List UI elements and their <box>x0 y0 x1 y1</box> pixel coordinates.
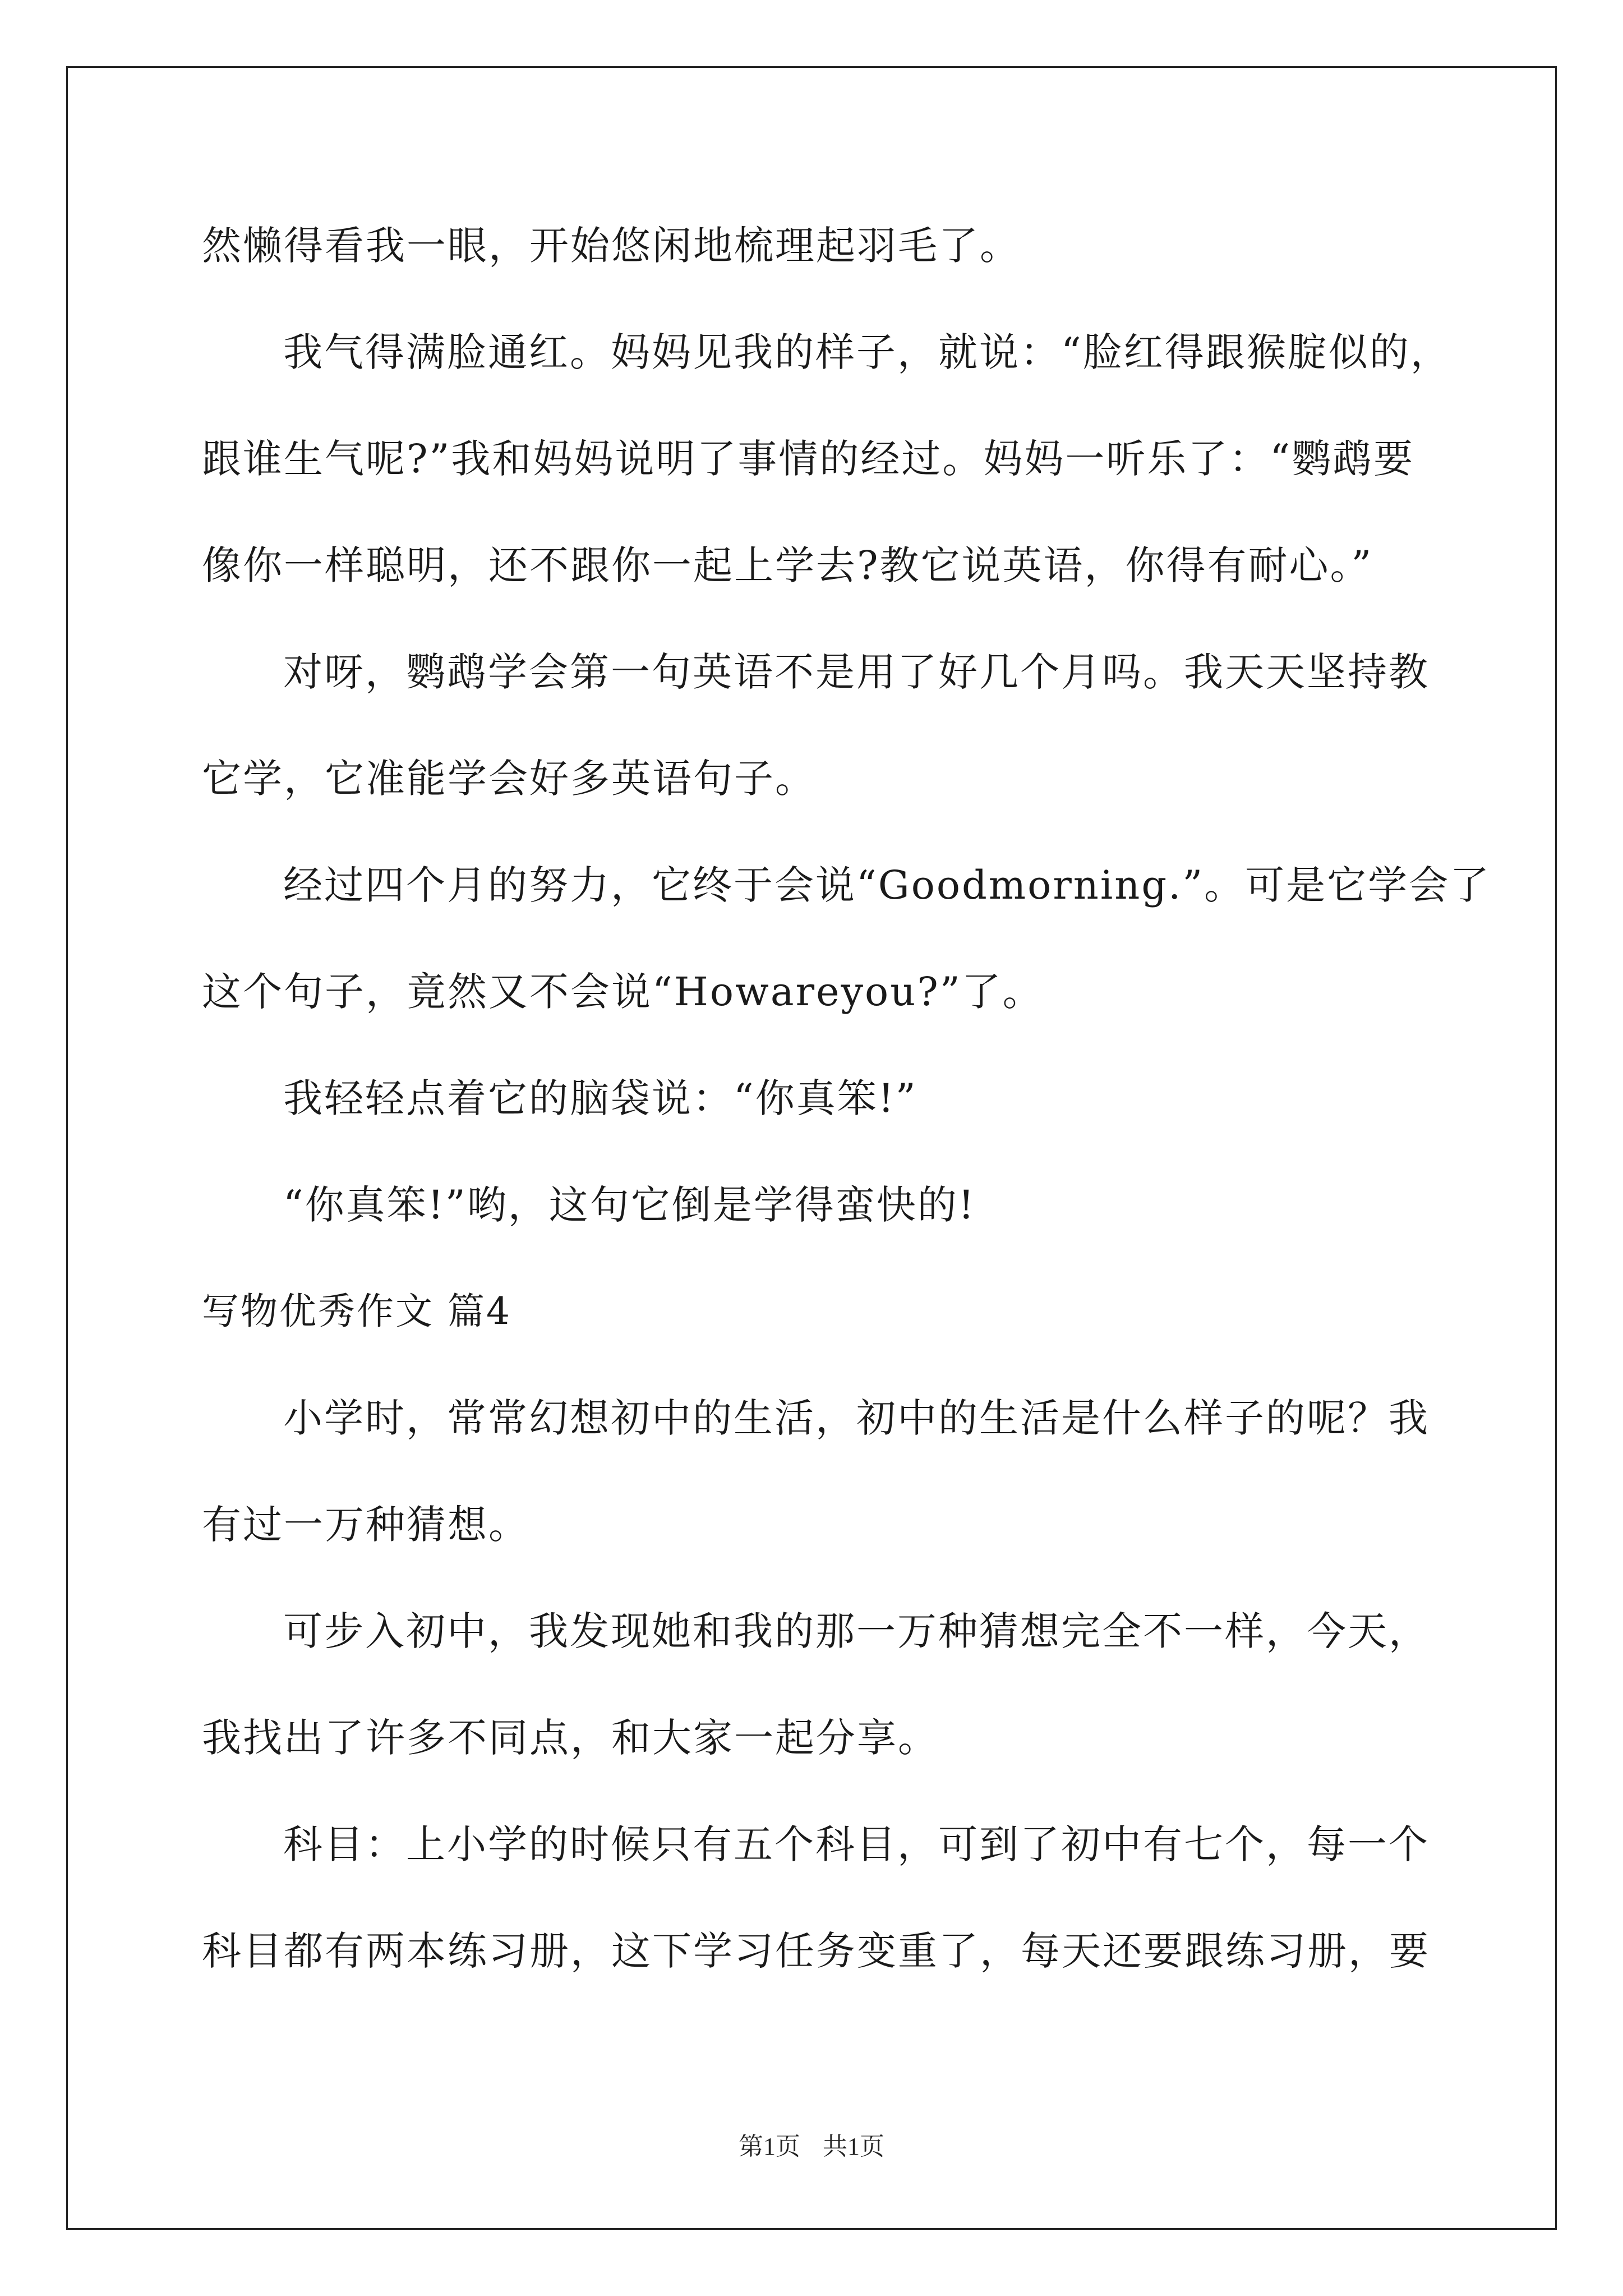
text-line: 跟谁生气呢?”我和妈妈说明了事情的经过。妈妈一听乐了：“鹦鹉要 <box>202 436 1415 482</box>
text-line: 科目：上小学的时候只有五个科目，可到了初中有七个，每一个 <box>283 1821 1430 1867</box>
section-heading: 写物优秀作文 篇4 <box>202 1290 511 1333</box>
text-line: 科目都有两本练习册，这下学习任务变重了，每天还要跟练习册，要 <box>202 1928 1430 1974</box>
page-number: 第1页 <box>739 2133 800 2160</box>
text-line: 经过四个月的努力，它终于会说“Goodmorning.”。可是它学会了 <box>283 862 1491 908</box>
text-line: 小学时，常常幻想初中的生活，初中的生活是什么样子的呢？我 <box>283 1395 1430 1441</box>
text-line: 像你一样聪明，还不跟你一起上学去?教它说英语，你得有耐心。” <box>202 542 1373 588</box>
text-line: 对呀，鹦鹉学会第一句英语不是用了好几个月吗。我天天坚持教 <box>283 649 1430 695</box>
text-line: 我气得满脸通红。妈妈见我的样子，就说：“脸红得跟猴腚似的， <box>283 329 1451 375</box>
text-line: 有过一万种猜想。 <box>202 1502 529 1548</box>
text-line: 我轻轻点着它的脑袋说：“你真笨!” <box>283 1075 917 1121</box>
text-line: 这个句子，竟然又不会说“Howareyou?”了。 <box>202 969 1044 1015</box>
text-line: 它学，它准能学会好多英语句子。 <box>202 756 816 802</box>
text-line: “你真笨!”哟，这句它倒是学得蛮快的! <box>283 1182 976 1228</box>
text-line: 我找出了许多不同点，和大家一起分享。 <box>202 1715 939 1761</box>
page-footer <box>0 2126 1623 2162</box>
text-line: 然懒得看我一眼，开始悠闲地梳理起羽毛了。 <box>202 223 1021 269</box>
page-total: 共1页 <box>823 2133 884 2160</box>
document-body <box>202 212 1491 2024</box>
text-line: 可步入初中，我发现她和我的那一万种猜想完全不一样，今天， <box>283 1608 1430 1654</box>
